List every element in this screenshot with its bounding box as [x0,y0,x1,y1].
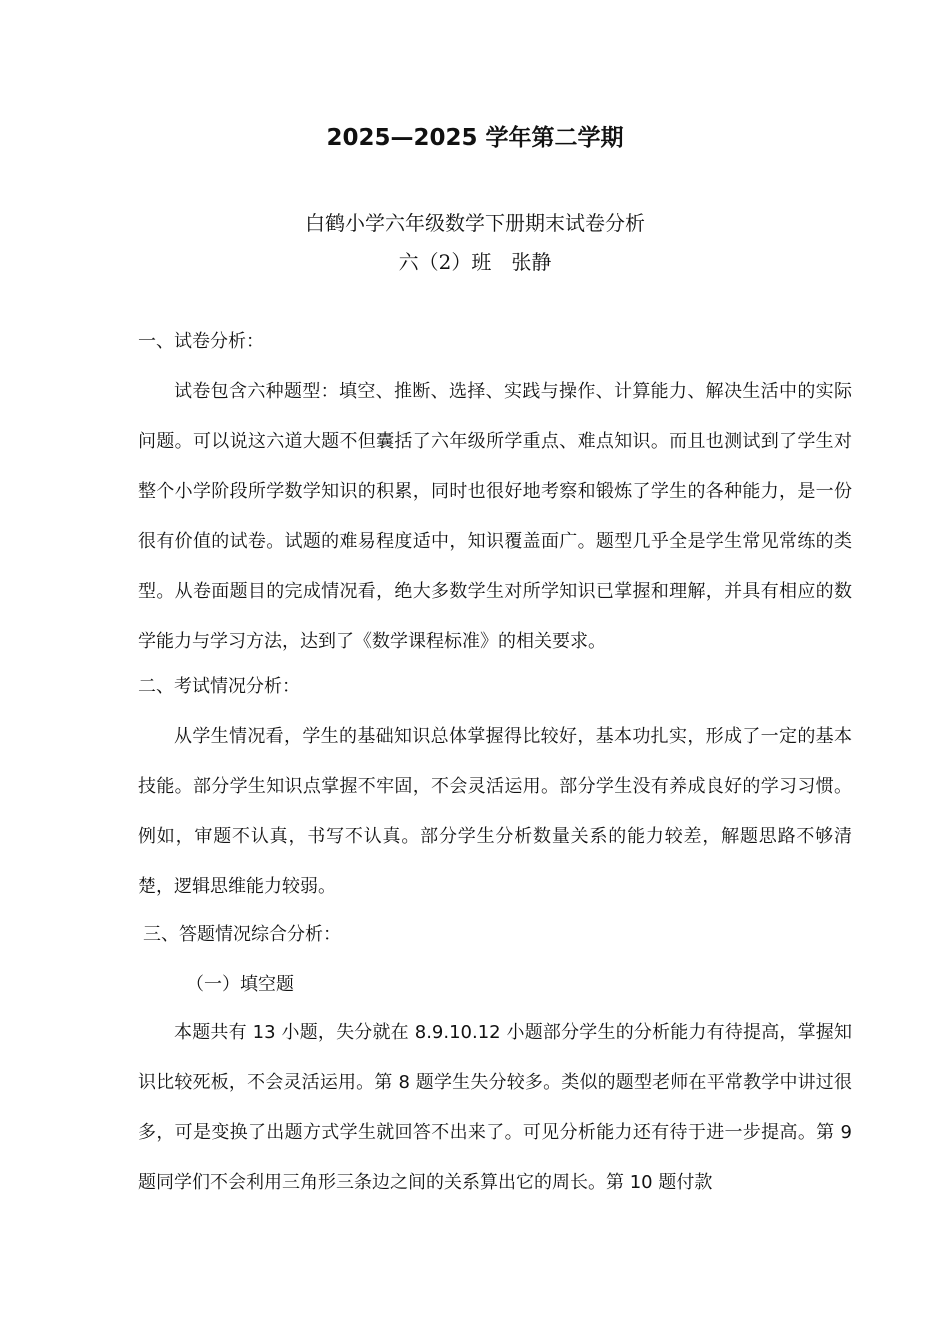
section-heading: 一、试卷分析： [138,331,264,352]
document-subtitle: 白鹤小学六年级数学下册期末试卷分析 [305,211,645,235]
section-exam-analysis [138,317,852,667]
section-paragraph: 从学生情况看，学生的基础知识总体掌握得比较好，基本功扎实，形成了一定的基本技能。部分学生知识点掌握不牢固，不会灵活运用。部分学生没有养成良好的学习习惯。例如，审题不认真，书写不认真。部分学生分析数量关系的能力较差，解题思路不够清楚，逻辑思维能力较弱。 [138,726,852,897]
section-answer-analysis [143,910,857,960]
class-author-line: 六（2）班 张静 [398,250,552,274]
section-heading: 二、考试情况分析： [138,676,300,697]
section-paragraph: 试卷包含六种题型：填空、推断、选择、实践与操作、计算能力、解决生活中的实际问题。可以说这六道大题不但囊括了六年级所学重点、难点知识。而且也测试到了学生对整个小学阶段所学数学知识的积累，同时也很好地考察和锻炼了学生的各种能力，是一份很有价值的试卷。试题的难易程度适中，知识覆盖面广。题型几乎全是学生常见常练的类型。从卷面题目的完成情况看，绝大多数学生对所学知识已掌握和理解，并具有相应的数学能力与学习方法，达到了《数学课程标准》的相关要求。 [138,381,852,652]
section-heading: 三、答题情况综合分析： [143,924,341,945]
subsection-heading-fill-in: （一）填空题 [186,974,294,995]
section-exam-situation [138,662,852,912]
subsection-fill-in [138,1008,852,1208]
section-paragraph: 本题共有 13 小题，失分就在 8.9.10.12 小题部分学生的分析能力有待提高，掌握知识比较死板，不会灵活运用。第 8 题学生失分较多。类似的题型老师在平常教学中讲过很多，可是变换了出题方式学生就回答不出来了。可见分析能力还有待于进一步提高。第 9 题同学们不会利用三角形三条边之间的关系算出它的周长。第 10 题付款 [138,1022,852,1193]
document-title: 2025—2025 学年第二学期 [326,125,624,151]
